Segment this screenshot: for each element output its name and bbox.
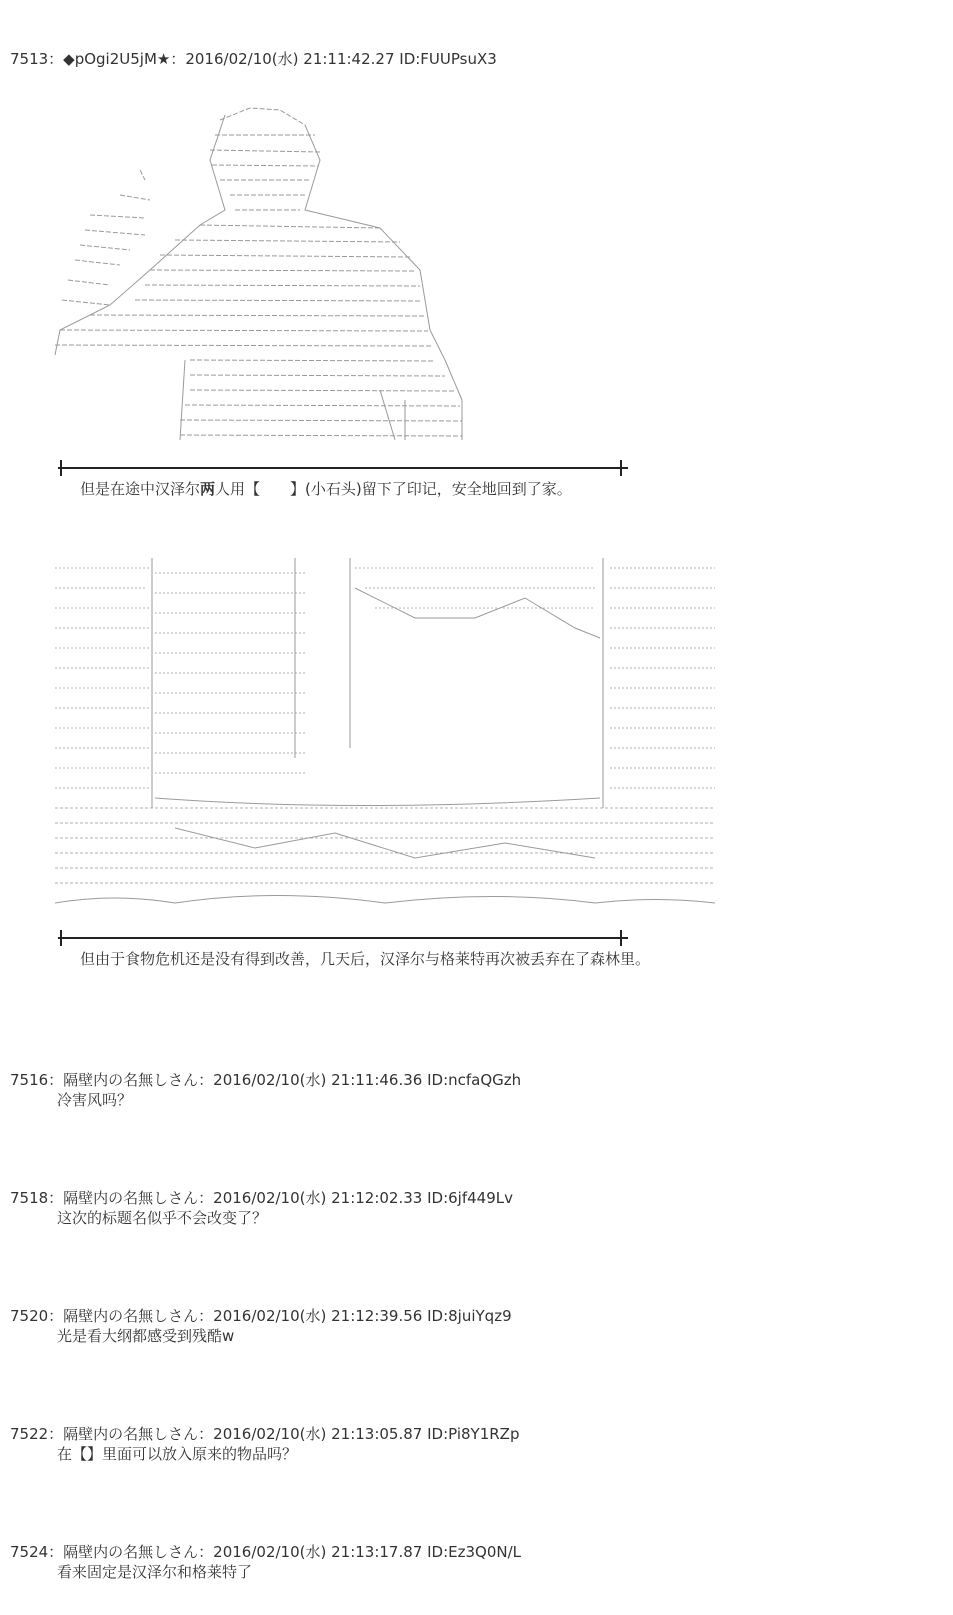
post-header-7522: 7522：隔壁内の名無しさん：2016/02/10(水) 21:13:05.87 ID:Pi8Y1RZp [10,1425,520,1443]
divider-rule-end-left [60,460,62,476]
caption-1-post: 人用【 】(小石头)留下了印记，安全地回到了家。 [215,480,572,498]
post-header-7513: 7513：◆pOgi2U5jM★：2016/02/10(水) 21:11:42.27 ID:FUUPsuX3 [10,50,497,68]
caption-2-pre: 但由于食物危机还是没有得到改善，几天后，汉泽尔与格莱特再次被丢弃在了森林里。 [80,950,651,968]
ascii-art-forest-scene [55,558,720,913]
post-body-7522: 在【】里面可以放入原来的物品吗？ [57,1445,298,1463]
divider-rule-2-end-right [620,930,622,946]
caption-1-bold: 两 [200,480,216,498]
caption-2 [80,948,650,969]
post-body-7524: 看来固定是汉泽尔和格莱特了 [57,1563,253,1581]
ascii-art-figure [50,100,470,445]
post-header-7516: 7516：隔壁内の名無しさん：2016/02/10(水) 21:11:46.36 ID:ncfaQGzh [10,1071,522,1089]
post-body-7516: 冷害风吗？ [57,1091,133,1109]
divider-rule-2 [58,937,628,939]
post-header-7518: 7518：隔壁内の名無しさん：2016/02/10(水) 21:12:02.33 ID:6jf449Lv [10,1189,513,1207]
post-header-7524: 7524：隔壁内の名無しさん：2016/02/10(水) 21:13:17.87 ID:Ez3Q0N/L [10,1543,521,1561]
divider-rule [58,467,628,469]
caption-1 [80,478,572,499]
post-body-7518: 这次的标题名似乎不会改变了？ [57,1209,268,1227]
post-header-7520: 7520：隔壁内の名無しさん：2016/02/10(水) 21:12:39.56 ID:8juiYqz9 [10,1307,512,1325]
caption-1-pre: 但是在途中汉泽尔 [80,480,201,498]
divider-rule-2-end-left [60,930,62,946]
divider-rule-end-right [620,460,622,476]
post-body-7520: 光是看大纲都感受到残酷w [57,1327,235,1345]
